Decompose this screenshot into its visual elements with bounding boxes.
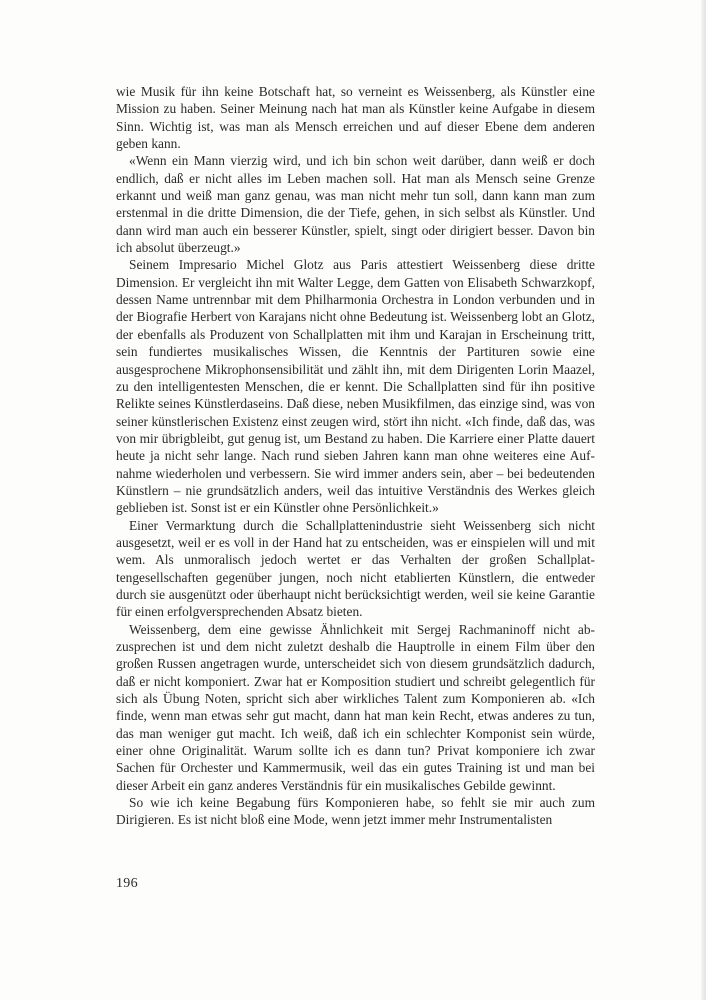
paragraph-glotz: Seinem Impresario Michel Glotz aus Paris attestiert Weissenberg diese dritte Dimension. Er vergleicht ihn mit Walter Legge, dem Gatten von Elisabeth Schwarzkopf, dessen Name untrennbar mit dem Philharmonia Orchestra in London verbunden und in der Biografie Herbert von Karajans nicht ohne Bedeutung ist. Weissenberg lobt an Glotz, der ebenfalls als Produzent von Schallplatten mit ihm und Karajan in Erscheinung tritt, sein fundiertes musikalisches Wissen, die Kenntnis der Partituren sowie eine ausgesprochene Mikrophonsensibilität und zählt ihn, mit dem Dirigenten Lorin Maazel, zu den intelligentesten Menschen, die er kennt. Die Schallplatten sind für ihn positive Relikte seines Künstlerdaseins. Daß diese, neben Musikfilmen, das einzige sind, was von seiner künstlerischen Existenz einst zeugen wird, stört ihn nicht. «Ich finde, daß das, was von mir übrigbleibt, gut genug ist, um Bestand zu haben. Die Karriere einer Platte dauert heute ja nicht sehr lange. Nach rund sieben Jahren kann man ohne weiteres eine Aufnahme wiederholen und verbessern. Sie wird immer anders sein, aber – bei bedeutenden Künstlern – nie grundsätzlich anders, weil das intuitive Verständnis des Werkes gleich geblieben ist. Sonst ist er ein Künstler ohne Persönlichkeit.»: [116, 257, 595, 516]
paragraph-conducting: So wie ich keine Begabung fürs Komponieren habe, so fehlt sie mir auch zum Dirigieren. Es ist nicht bloß eine Mode, wenn jetzt immer mehr Instrumentalisten: [116, 795, 595, 828]
body-text: [116, 83, 595, 829]
page-edge-shadow: [701, 0, 706, 1000]
paragraph-continuation: wie Musik für ihn keine Botschaft hat, so verneint es Weissenberg, als Künstler eine Mission zu haben. Seiner Meinung nach hat man als Künstler keine Aufgabe in diesem Sinn. Wichtig ist, was man als Mensch erreichen und auf dieser Ebene dem anderen geben kann.: [116, 84, 595, 152]
paragraph-rachmaninoff: Weissenberg, dem eine gewisse Ähnlichkeit mit Sergej Rachmaninoff nicht abzusprechen ist und dem nicht zuletzt deshalb die Hauptrolle in einem Film über den großen Russen angetragen wurde, unterscheidet sich von diesem grundsätzlich dadurch, daß er nicht komponiert. Zwar hat er Komposition studiert und schreibt gelegentlich für sich als Übung Noten, spricht sich aber wirkliches Talent zum Komponieren ab. «Ich finde, wenn man etwas sehr gut macht, dann hat man kein Recht, etwas anderes zu tun, das man weniger gut macht. Ich weiß, daß ich ein schlechter Komponist sein würde, einer ohne Originalität. Warum sollte ich es dann tun? Privat komponiere ich zwar Sachen für Orchester und Kammermusik, weil das ein gutes Training ist und man bei dieser Arbeit ein ganz anderes Verständnis für ein musikalisches Gebilde gewinnt.: [116, 621, 595, 793]
paragraph-record-industry: Einer Vermarktung durch die Schallplattenindustrie sieht Weissenberg sich nicht ausgesetzt, weil er es voll in der Hand hat zu entscheiden, was er einspielen will und mit wem. Als unmoralisch jedoch wertet er das Verhalten der großen Schallplattengesellschaften gegenüber jungen, noch nicht etablierten Künstlern, die entweder durch sie ausgenützt oder überhaupt nicht berücksichtigt werden, weil sie keine Garantie für einen erfolgversprechenden Absatz bieten.: [116, 517, 595, 620]
paragraph-quote-forty: «Wenn ein Mann vierzig wird, und ich bin schon weit darüber, dann weiß er doch endlich, daß er nicht alles im Leben machen soll. Hat man als Mensch seine Grenze erkannt und weiß man ganz genau, was man nicht mehr tun soll, dann kann man zum erstenmal in die dritte Dimension, die der Tiefe, gehen, in sich selbst als Künstler. Und dann wird man auch ein besserer Künstler, spielt, singt oder dirigiert besser. Davon bin ich absolut überzeugt.»: [116, 153, 595, 256]
page-number: 196: [116, 876, 138, 891]
